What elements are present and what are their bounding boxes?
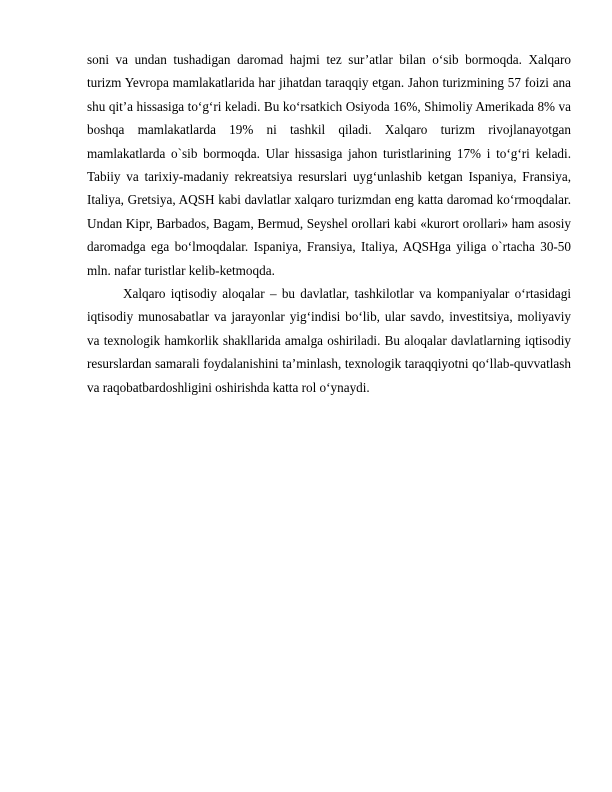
- paragraph-tourism-revenue: soni va undan tushadigan daromad hajmi tez sur’atlar bilan o‘sib bormoqda. Xalqaro turizm Yevropa mamlakatlarida har jihatdan taraqqiy etgan. Jahon turizmining 57 foizi ana shu qit’a hissasiga to‘g‘ri keladi. Bu ko‘rsatkich Osiyoda 16%, Shimoliy Amerikada 8% va boshqa mamlakatlarda 19% ni tashkil qiladi. Xalqaro turizm rivojlanayotgan mamlakatlarda o`sib bormoqda. Ular hissasiga jahon turistlarining 17% i to‘g‘ri keladi. Tabiiy va tarixiy-madaniy rekreatsiya resurslari uyg‘unlashib ketgan Ispaniya, Fransiya, Italiya, Gretsiya, AQSH kabi davlatlar xalqaro turizmdan eng katta daromad ko‘rmoqdalar. Undan Kipr, Barbados, Bagam, Bermud, Seyshel orollari kabi «kurort orollari» ham asosiy daromadga ega bo‘lmoqdalar. Ispaniya, Fransiya, Italiya, AQSHga yiliga o`rtacha 30-50 mln. nafar turistlar kelib-ketmoqda.: [87, 52, 571, 278]
- document-page: [87, 48, 571, 399]
- paragraph-international-economic-relations: Xalqaro iqtisodiy aloqalar – bu davlatlar, tashkilotlar va kompaniyalar o‘rtasidagi iqtisodiy munosabatlar va jarayonlar yig‘indisi bo‘lib, ular savdo, investitsiya, moliyaviy va texnologik hamkorlik shakllarida amalga oshiriladi. Bu aloqalar davlatlarning iqtisodiy resurslardan samarali foydalanishini ta’minlash, texnologik taraqqiyotni qo‘llab-quvvatlash va raqobatbardoshligini oshirishda katta rol o‘ynaydi.: [87, 286, 571, 395]
